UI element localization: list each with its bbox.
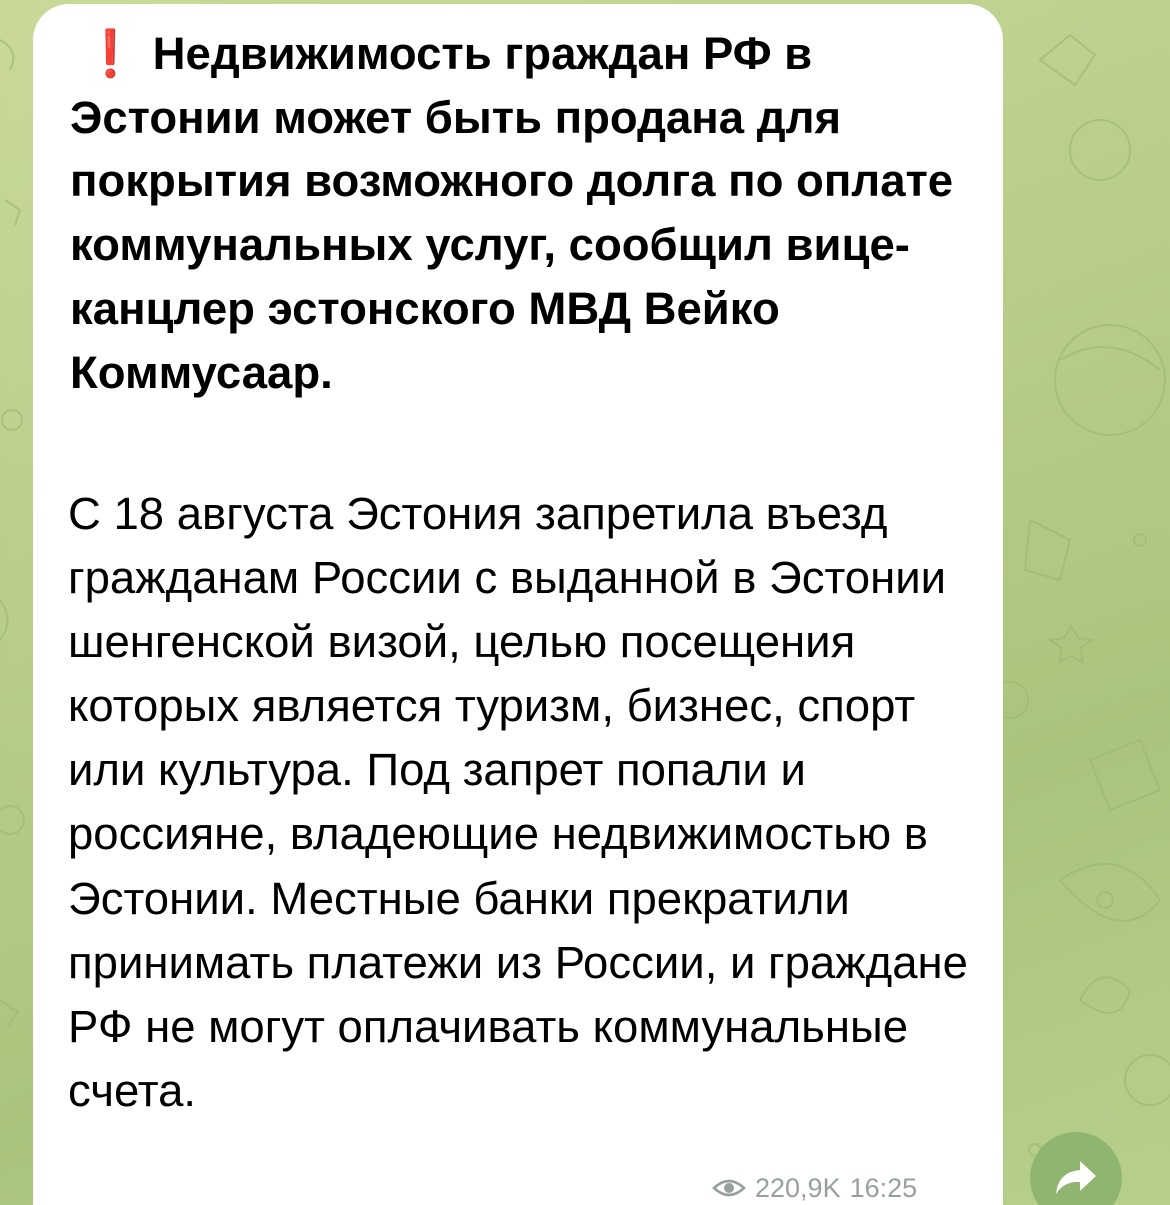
headline-text: Недвижимость граждан РФ в Эстонии может быть продана для покрытия возможного долга по оплате коммунальных услуг, сообщил вице-канцлер эстонского МВД Вейко Коммусаар. <box>70 28 954 398</box>
share-arrow-icon <box>1054 1159 1098 1197</box>
message-meta <box>712 1170 917 1205</box>
forward-button[interactable] <box>1030 1132 1122 1205</box>
eye-icon <box>712 1177 746 1199</box>
message-body: С 18 августа Эстония запретила въезд гражданам России с выданной в Эстонии шенгенской визой, целью посещения которых является туризм, бизнес, спорт или культура. Под запрет попали и россияне, владеющие недвижимостью в Эстонии. Местные банки прекратили принимать платежи из России, и граждане РФ не могут оплачивать коммунальные счета. <box>68 488 968 1116</box>
message-headline <box>70 22 975 404</box>
view-count: 220,9K <box>755 1172 841 1203</box>
message-time: 16:25 <box>849 1172 918 1203</box>
exclamation-icon: ❗ <box>82 28 139 79</box>
